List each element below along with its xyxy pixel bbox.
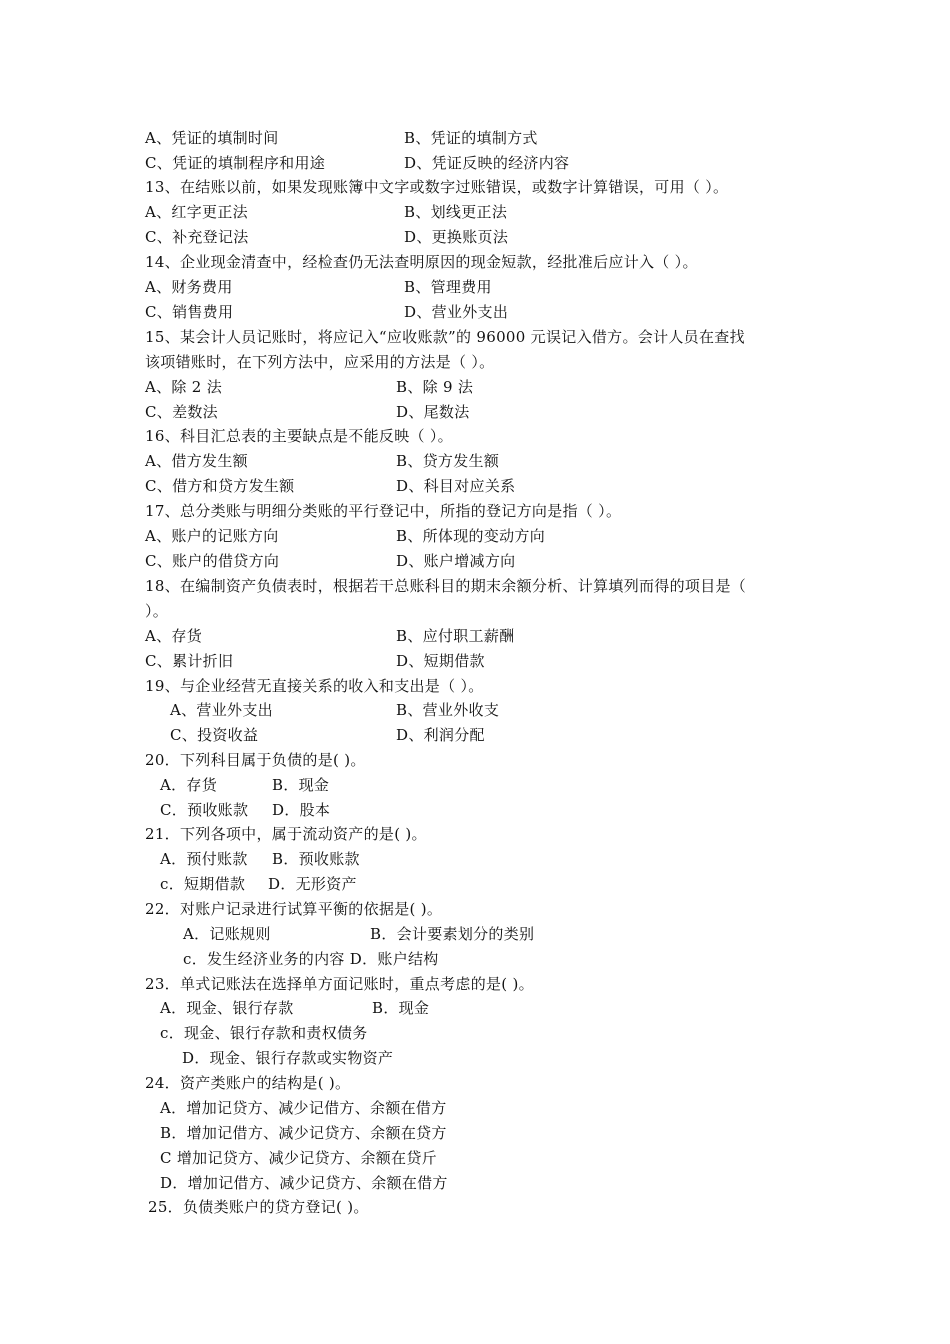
option-d: D．增加记借方、减少记贷方、余额在借方 [160, 1174, 448, 1192]
option-b: B．现金 [372, 999, 430, 1017]
option-d: D、短期借款 [396, 652, 485, 670]
option-d: D、科目对应关系 [396, 477, 516, 495]
option-a: A．增加记贷方、减少记借方、余额在借方 [160, 1099, 447, 1117]
question-17: 17、总分类账与明细分类账的平行登记中，所指的登记方向是指（ ）。 [145, 502, 622, 520]
question-14: 14、企业现金清查中，经检查仍无法查明原因的现金短款，经批准后应计入（ ）。 [145, 253, 698, 271]
option-c: C、投资收益 [170, 726, 259, 744]
option-d: D、账户增减方向 [396, 552, 516, 570]
option-c: C、差数法 [145, 403, 218, 421]
option-c: C、销售费用 [145, 303, 234, 321]
question-18-continued: ）。 [145, 602, 169, 620]
option-a: A、财务费用 [145, 278, 233, 296]
option-c: C、累计折旧 [145, 652, 234, 670]
option-d: D、营业外支出 [404, 303, 509, 321]
option-a: A、账户的记账方向 [145, 527, 279, 545]
option-a: A、除 2 法 [145, 378, 223, 396]
option-b: B、贷方发生额 [396, 452, 500, 470]
question-25: 25．负债类账户的贷方登记( )。 [148, 1198, 369, 1216]
option-b: B、营业外收支 [396, 701, 500, 719]
option-b: B．增加记借方、减少记贷方、余额在贷方 [160, 1124, 447, 1142]
option-b: B、应付职工薪酬 [396, 627, 515, 645]
option-a: A、借方发生额 [145, 452, 248, 470]
option-c: C、借方和贷方发生额 [145, 477, 295, 495]
option-c: c．短期借款 [160, 875, 246, 893]
option-b: B．会计要素划分的类别 [370, 925, 535, 943]
option-c: C．预收账款 [160, 801, 249, 819]
option-a: A．存货 [160, 776, 218, 794]
option-c: C、补充登记法 [145, 228, 249, 246]
option-b: B．预收账款 [272, 850, 360, 868]
option-d: D、更换账页法 [404, 228, 509, 246]
question-15: 15、某会计人员记账时，将应记入“应收账款”的 96000 元误记入借方。会计人员在查找 [145, 328, 745, 346]
option-b: B．现金 [272, 776, 330, 794]
option-a: A．现金、银行存款 [160, 999, 294, 1017]
question-13: 13、在结账以前，如果发现账簿中文字或数字过账错误，或数字计算错误，可用（ ）。 [145, 178, 729, 196]
option-d: D、利润分配 [396, 726, 485, 744]
option-c-and-d: c．发生经济业务的内容 D．账户结构 [183, 950, 439, 968]
question-20: 20．下列科目属于负债的是( )。 [145, 751, 366, 769]
option-c: C、账户的借贷方向 [145, 552, 280, 570]
question-21: 21．下列各项中，属于流动资产的是( )。 [145, 825, 427, 843]
option-d: D、凭证反映的经济内容 [404, 154, 570, 172]
option-c: C、凭证的填制程序和用途 [145, 154, 326, 172]
option-a: A、红字更正法 [145, 203, 248, 221]
question-16: 16、科目汇总表的主要缺点是不能反映（ ）。 [145, 427, 453, 445]
question-19: 19、与企业经营无直接关系的收入和支出是（ ）。 [145, 677, 484, 695]
option-b: B、划线更正法 [404, 203, 508, 221]
option-d: D．现金、银行存款或实物资产 [182, 1049, 394, 1067]
option-a: A、营业外支出 [170, 701, 273, 719]
option-a: A．记账规则 [183, 925, 271, 943]
option-b: B、管理费用 [404, 278, 492, 296]
option-d: D、尾数法 [396, 403, 470, 421]
option-d: D．股本 [272, 801, 331, 819]
option-d: D．无形资产 [268, 875, 357, 893]
option-a: A、存货 [145, 627, 203, 645]
option-c: C 增加记贷方、减少记贷方、余额在贷斤 [160, 1149, 437, 1167]
option-a: A、凭证的填制时间 [145, 129, 279, 147]
question-24: 24．资产类账户的结构是( )。 [145, 1074, 351, 1092]
question-18: 18、在编制资产负债表时，根据若干总账科目的期末余额分析、计算填列而得的项目是（ [145, 577, 747, 595]
question-22: 22．对账户记录进行试算平衡的依据是( )。 [145, 900, 443, 918]
option-b: B、所体现的变动方向 [396, 527, 546, 545]
question-23: 23．单式记账法在选择单方面记账时，重点考虑的是( )。 [145, 975, 534, 993]
option-b: B、凭证的填制方式 [404, 129, 538, 147]
option-c: c．现金、银行存款和责权债务 [160, 1024, 368, 1042]
question-15-continued: 该项错账时，在下列方法中，应采用的方法是（ ）。 [145, 353, 495, 371]
option-b: B、除 9 法 [396, 378, 474, 396]
option-a: A．预付账款 [160, 850, 248, 868]
